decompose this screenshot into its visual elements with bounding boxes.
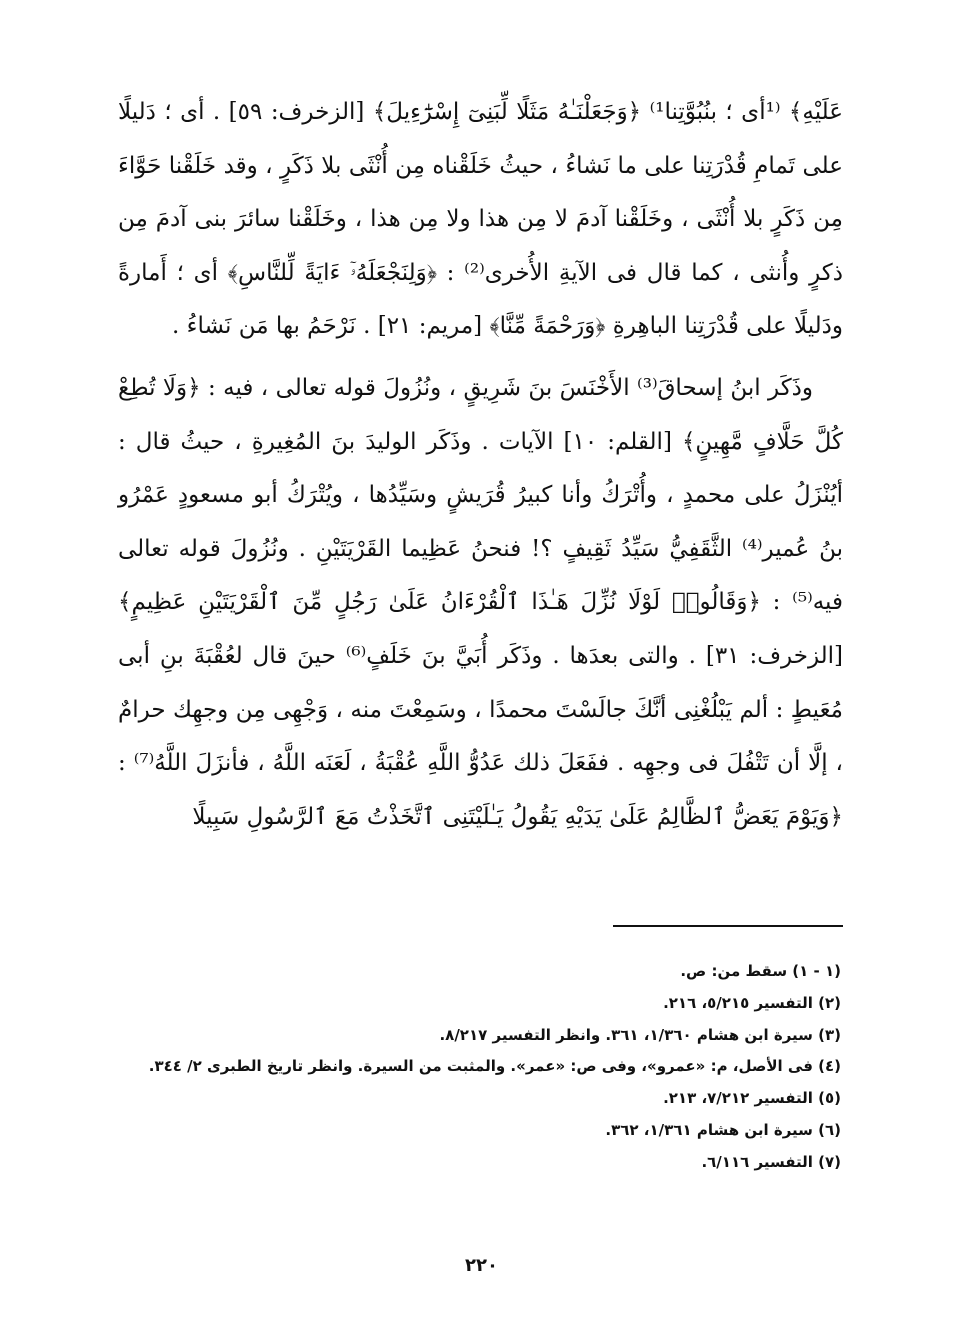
footnote: (٢) التفسير ٥/٢١٥، ٢١٦.	[663, 993, 841, 1012]
paragraph: وذَكَر ابنُ إسحاقَ⁽³⁾ الأَخْنَسَ بنَ شَرِيقٍ ، ونُزُولَ قوله تعالى ، فيه : ﴿وَلَا تُطِعْ كُلَّ حَلَّافٍ مَّهِينٍ﴾ [القلم: ١٠] الآيات . وذَكَر الوليدَ بنَ المُغِيرةِ ، حيثُ قال : أيُنْزَلُ على محمدٍ ، وأُتْرَكُ وأنا كبيرُ قُرَيشٍ وسَيِّدُها ، ويُتْرَكُ أبو مسعودٍ عَمْرُو بنُ عُمير⁽⁴⁾ الثَّقَفِيُّ سَيِّدُ ثَقِيفٍ ؟! فنحنُ عَظِيما القَرْيَتَيْنِ . ونُزُولَ قوله تعالى فيه⁽⁵⁾ : ﴿وَقَالُوا۟ لَوْلَا نُزِّلَ هَـٰذَا ٱلْقُرْءَانُ عَلَىٰ رَجُلٍ مِّنَ ٱلْقَرْيَتَيْنِ عَظِيمٍ﴾ [الزخرف: ٣١] . والتى بعدَها . وذَكَر أُبَيَّ بنَ خَلَفٍ⁽⁶⁾ حينَ قال لعُقْبَةَ بنِ أبى مُعَيطٍ : ألم يَبْلُغْنِى أنَّكَ جالَسْتَ محمدًا ، وسَمِعْتَ منه ، وَجْهِى مِن وجهِك حرامٌ ، إلَّا أن تَتْفُلَ فى وجهِه . ففَعَلَ ذلك عَدُوُّ اللَّهِ عُقْبَةُ ، لَعَنَه اللَّهُ ، فأنزَلَ اللَّهُ⁽⁷⁾ : ﴿وَيَوْمَ يَعَضُّ ٱلظَّالِمُ عَلَىٰ يَدَيْهِ يَقُولُ يَـٰلَيْتَنِى ٱتَّخَذْتُ مَعَ ٱلرَّسُولِ سَبِيلًا	[118, 374, 844, 830]
footnote: (٥) التفسير ٧/٢١٢، ٢١٣.	[663, 1089, 841, 1108]
main-text	[118, 86, 843, 844]
footnote: (١ - ١) سقط من: ص.	[680, 962, 841, 980]
page-number: ٢٢٠	[465, 1255, 498, 1276]
paragraph: عَلَيْهِ﴾ ⁽¹أى ؛ بنُبُوَّتِنا¹⁾ ﴿وَجَعَلْنَـٰهُ مَثَلًا لِّبَنِىٓ إِسْرَٰٓءِيلَ﴾ [الزخرف: ٥٩] . أى ؛ دَليلًا على تَمامِ قُدْرَتِنا على ما نَشاءُ ، حيثُ خَلَقْناه مِن أُنْثَى بلا ذَكَرٍ ، وقد خَلَقْنا حَوَّاءَ مِن ذَكَرٍ بلا أُنْثَى ، وخَلَقْنا آدمَ لا مِن هذا ولا مِن هذا ، وخَلَقْنا سائرَ بنى آدمَ مِن ذكرٍ وأُنثى ، كما قال فى الآيةِ الأُخرى⁽²⁾ : ﴿وَلِنَجْعَلَهُۥٓ ءَايَةً لِّلنَّاسِ﴾ أى ؛ أَمارةً ودَليلًا على قُدْرَتِنا الباهِرةِ ﴿وَرَحْمَةً مِّنَّا﴾ [مريم: ٢١] . نَرْحَمُ بها مَن نَشاءُ .	[118, 99, 844, 340]
footnotes-list	[118, 956, 841, 1179]
footnote-separator	[613, 925, 843, 927]
footnote: (٤) فى الأصل، م: «عمرو»، وفى ص: «عمر». والمثبت من السيرة. وانظر تاريخ الطبرى ٢/ ٣٤٤.	[148, 1057, 841, 1076]
footnote: (٦) سيرة ابن هشام ١/٣٦١، ٣٦٢.	[605, 1120, 841, 1139]
footnote: (٧) التفسير ٦/١١٦.	[701, 1152, 841, 1171]
footnote: (٣) سيرة ابن هشام ١/٣٦٠، ٣٦١. وانظر التفسير ٨/٢١٧.	[439, 1025, 841, 1044]
